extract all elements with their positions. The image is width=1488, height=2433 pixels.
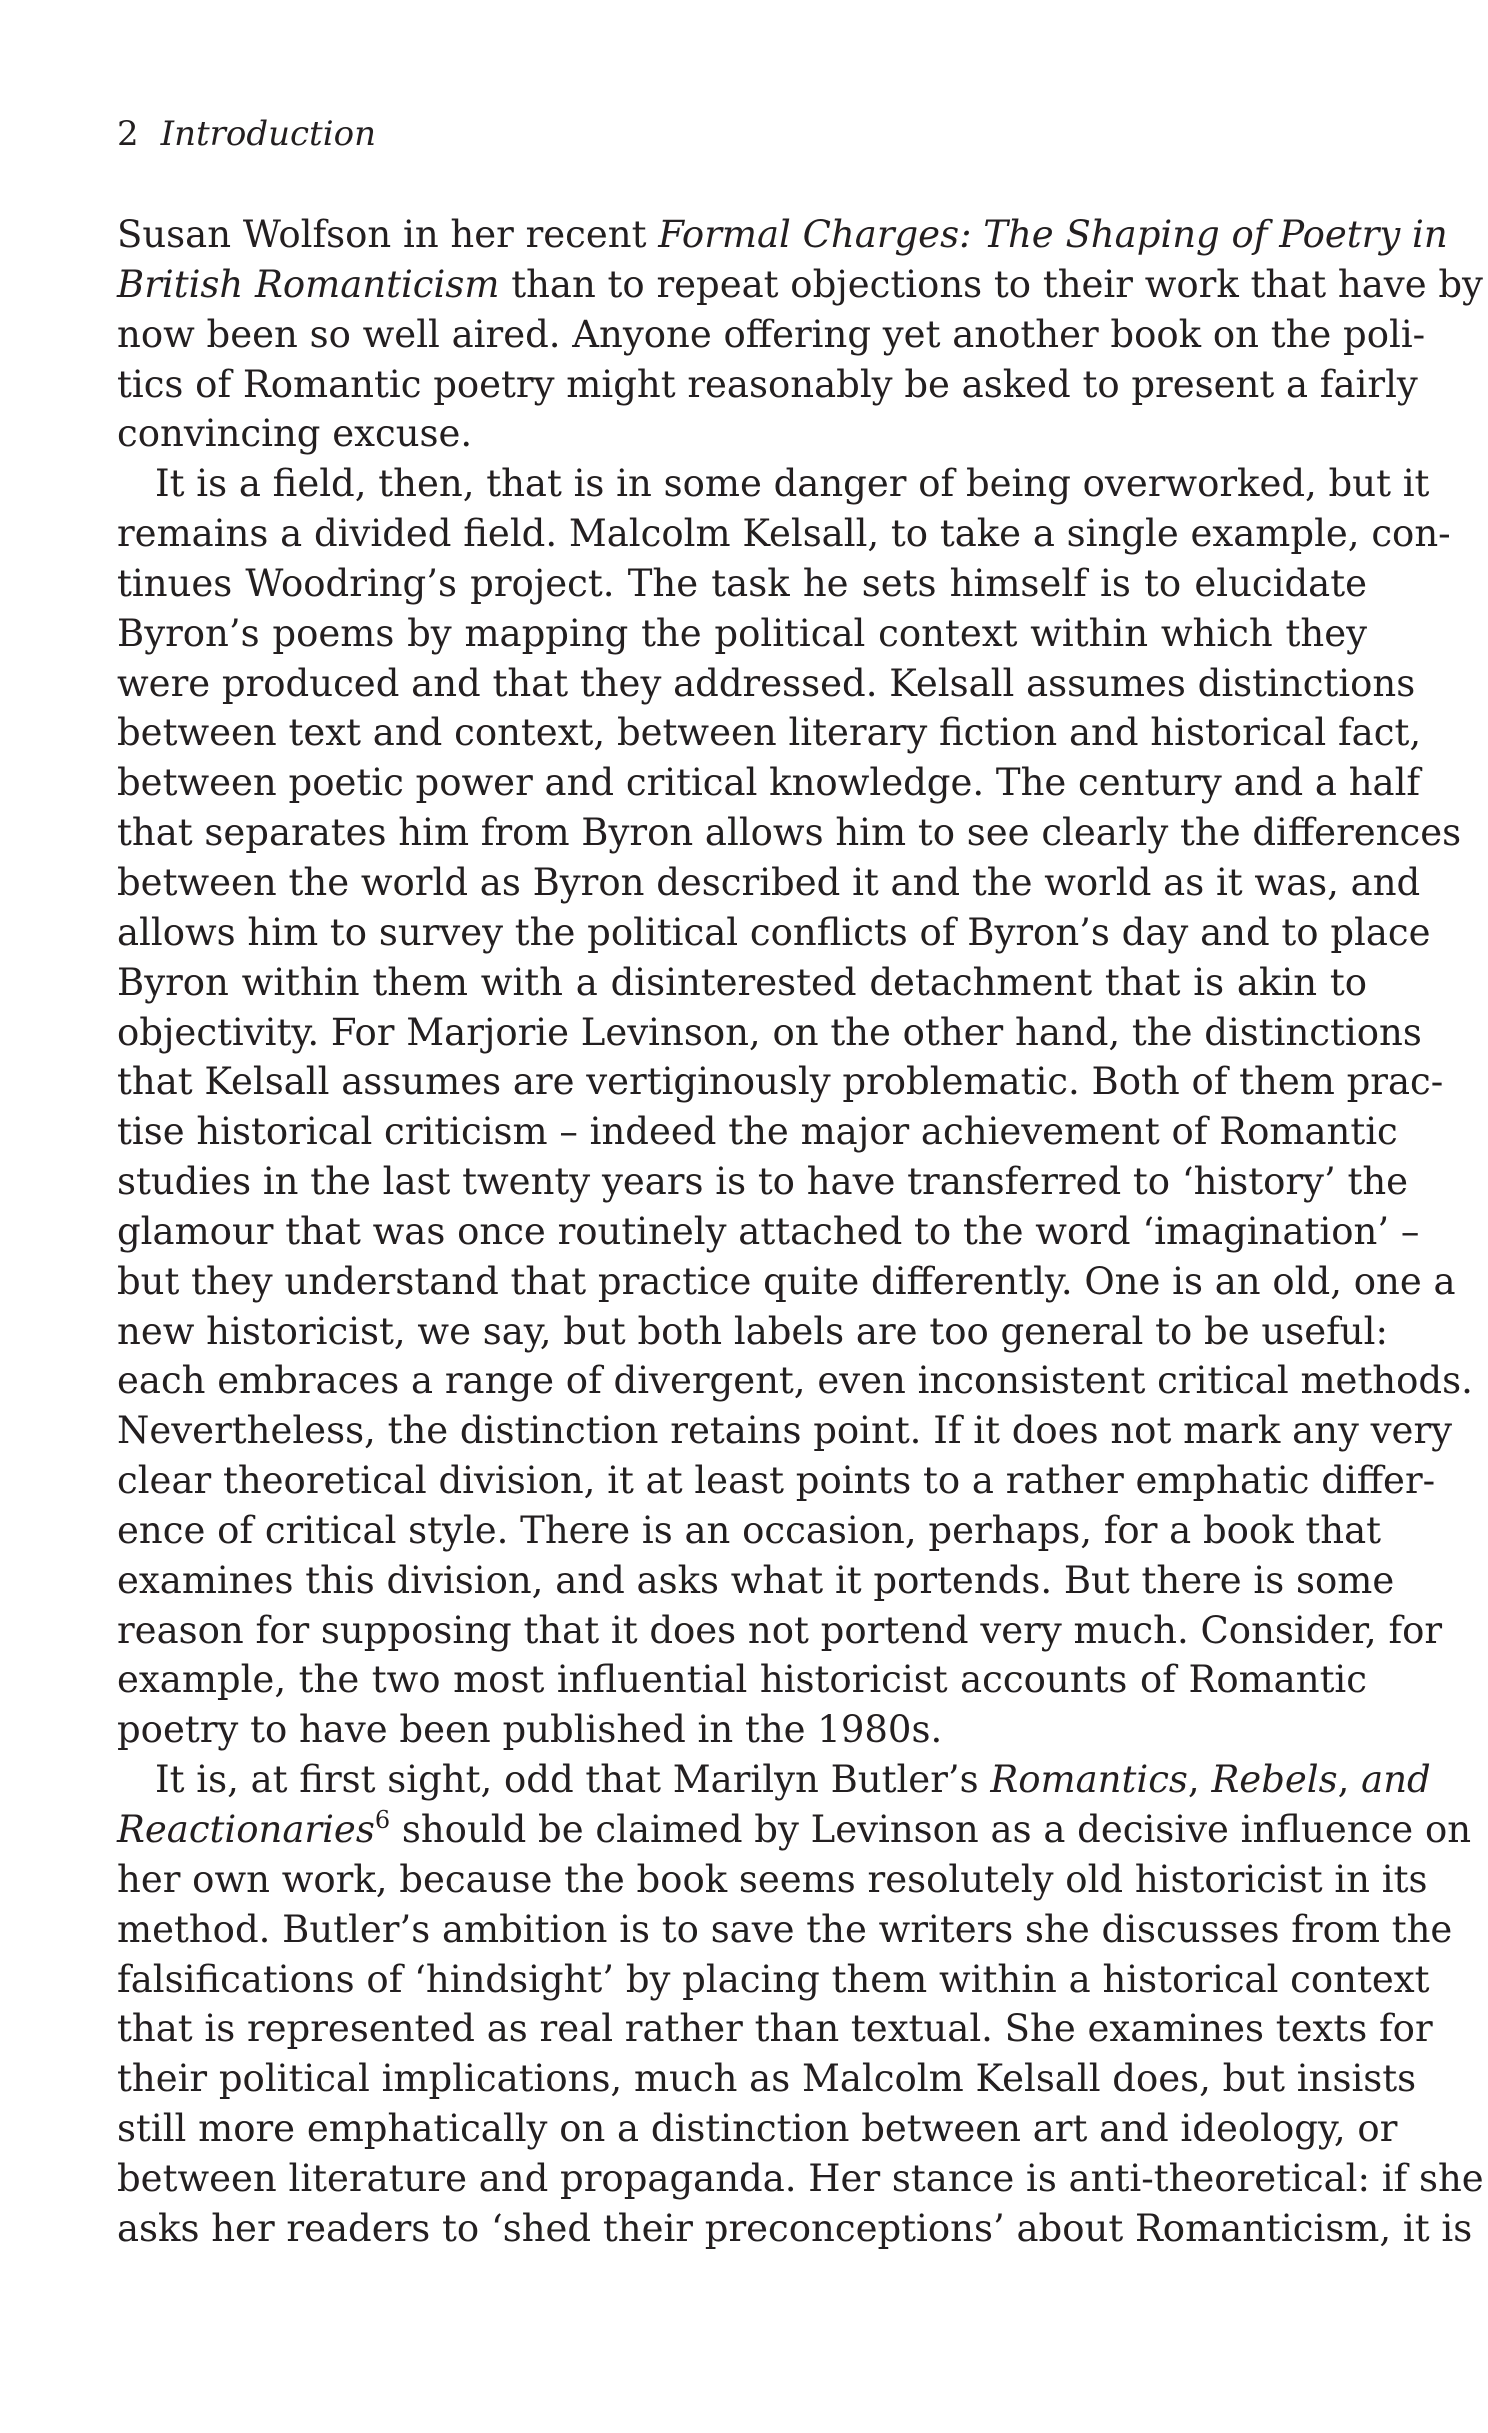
text-segment: , [1187,1758,1212,1802]
text-line [117,1307,1388,1357]
text-segment: than to repeat objections to their work that have by [499,262,1483,306]
text-segment: tics of Romantic poetry might reasonably be asked to present a fairly [117,362,1418,406]
running-head [117,112,376,156]
text-line [117,958,1367,1008]
text-line [117,2054,1417,2104]
text-line [117,310,1426,360]
text-segment: between the world as Byron described it and the world as it was, and [117,860,1421,904]
text-line [117,1905,1453,1955]
text-segment: that is represented as real rather than textual. She examines texts for [117,2007,1433,2051]
text-line [117,758,1421,808]
paragraph [117,459,1473,1755]
text-segment: example, the two most influential historicist accounts of Romantic [117,1658,1367,1702]
text-line [117,559,1367,609]
paragraph [117,1755,1484,2253]
text-segment: examines this division, and asks what it portends. But there is some [117,1558,1395,1602]
text-segment: that Kelsall assumes are vertiginously problematic. Both of them prac- [117,1060,1444,1104]
text-segment: still more emphatically on a distinction between art and ideology, or [117,2107,1398,2151]
text-line [117,459,1430,509]
text-line [117,2104,1398,2154]
text-line [117,2204,1473,2254]
footnote-marker: 6 [374,1806,391,1834]
text-line [117,908,1431,958]
italic-text: Reactionaries [117,1808,375,1851]
text-line [117,1705,1367,1755]
text-line [117,260,1483,310]
text-segment: poetry to have been published in the 1980s. [117,1708,943,1752]
italic-text: and [1361,1758,1431,1802]
text-segment: tinues Woodring’s project. The task he sets himself is to elucidate [117,561,1367,605]
text-segment: new historicist, we say, but both labels are too general to be useful: [117,1309,1388,1353]
text-segment: ence of critical style. There is an occasion, perhaps, for a book that [117,1508,1382,1552]
text-line [117,1207,1420,1257]
text-line [117,1955,1430,2005]
text-line [117,1456,1436,1506]
text-line [117,1506,1382,1556]
text-segment: between text and context, between literary fiction and historical fact, [117,711,1422,755]
text-segment: each embraces a range of divergent, even inconsistent critical methods. [117,1359,1473,1403]
page-number: 2 [117,114,139,154]
text-segment: convincing excuse. [117,412,473,456]
text-line [117,1157,1409,1207]
text-line [117,1406,1453,1456]
text-segment: tise historical criticism – indeed the major achievement of Romantic [117,1110,1398,1154]
text-segment: her own work, because the book seems resolutely old historicist in its [117,1857,1428,1901]
text-line [117,360,1418,410]
text-segment: reason for supposing that it does not portend very much. Consider, for [117,1608,1443,1652]
text-segment: Byron within them with a disinterested detachment that is akin to [117,960,1367,1004]
text-segment: Byron’s poems by mapping the political context within which they [117,611,1367,655]
text-line [117,1755,1431,1805]
text-line [117,1655,1367,1705]
text-segment: now been so well aired. Anyone offering yet another book on the poli- [117,312,1426,356]
text-segment: between poetic power and critical knowledge. The century and a half [117,761,1421,805]
text-line [117,1008,1422,1058]
text-segment: Susan Wolfson in her recent [117,213,659,256]
body-text [117,210,1484,2254]
text-line [117,1107,1398,1157]
text-segment: glamour that was once routinely attached to the word ‘imagination’ – [117,1209,1420,1253]
text-segment: It is, at first sight, odd that Marilyn Butler’s [155,1758,991,1802]
text-segment: allows him to survey the political conflicts of Byron’s day and to place [117,910,1431,954]
text-segment: remains a divided field. Malcolm Kelsall, to take a single example, con- [117,512,1451,556]
text-segment: were produced and that they addressed. Kelsall assumes distinctions [117,661,1416,705]
text-line [117,2004,1433,2054]
text-line [117,509,1451,559]
running-head-title: Introduction [160,114,376,154]
text-line [117,409,1367,459]
text-segment: studies in the last twenty years is to have transferred to ‘history’ the [117,1160,1409,1204]
text-line [117,1805,1472,1855]
text-line [117,2154,1484,2204]
text-segment: should be claimed by Levinson as a decisive influence on [390,1808,1472,1851]
text-line [117,1356,1473,1406]
text-segment: falsifications of ‘hindsight’ by placing them within a historical context [117,1957,1430,2001]
text-line [117,1257,1456,1307]
text-segment: but they understand that practice quite differently. One is an old, one a [117,1259,1456,1303]
text-line [117,1855,1428,1905]
text-segment: between literature and propaganda. Her stance is anti-theoretical: if she [117,2156,1484,2200]
text-line [117,1057,1444,1107]
text-segment: that separates him from Byron allows him to see clearly the differences [117,811,1462,855]
italic-text: British Romanticism [117,262,500,306]
italic-text: Formal Charges: The Shaping of Poetry in [658,213,1448,256]
italic-text: Rebels [1211,1758,1338,1802]
text-line [117,708,1422,758]
paragraph [117,210,1483,459]
italic-text: Romantics [990,1758,1188,1802]
text-segment: method. Butler’s ambition is to save the writers she discusses from the [117,1907,1453,1951]
text-segment: asks her readers to ‘shed their preconceptions’ about Romanticism, it is [117,2206,1473,2250]
text-segment: objectivity. For Marjorie Levinson, on the other hand, the distinctions [117,1010,1422,1054]
text-line [117,1556,1395,1606]
text-segment: clear theoretical division, it at least points to a rather emphatic differ- [117,1459,1436,1503]
text-segment: It is a field, then, that is in some danger of being overworked, but it [155,462,1430,506]
text-line [117,609,1367,659]
text-segment: their political implications, much as Malcolm Kelsall does, but insists [117,2057,1417,2101]
text-line [117,659,1416,709]
text-segment: , [1337,1758,1362,1802]
text-segment: Nevertheless, the distinction retains point. If it does not mark any very [117,1409,1453,1453]
text-line [117,1606,1443,1656]
text-line [117,210,1448,260]
text-line [117,808,1462,858]
text-line [117,858,1421,908]
